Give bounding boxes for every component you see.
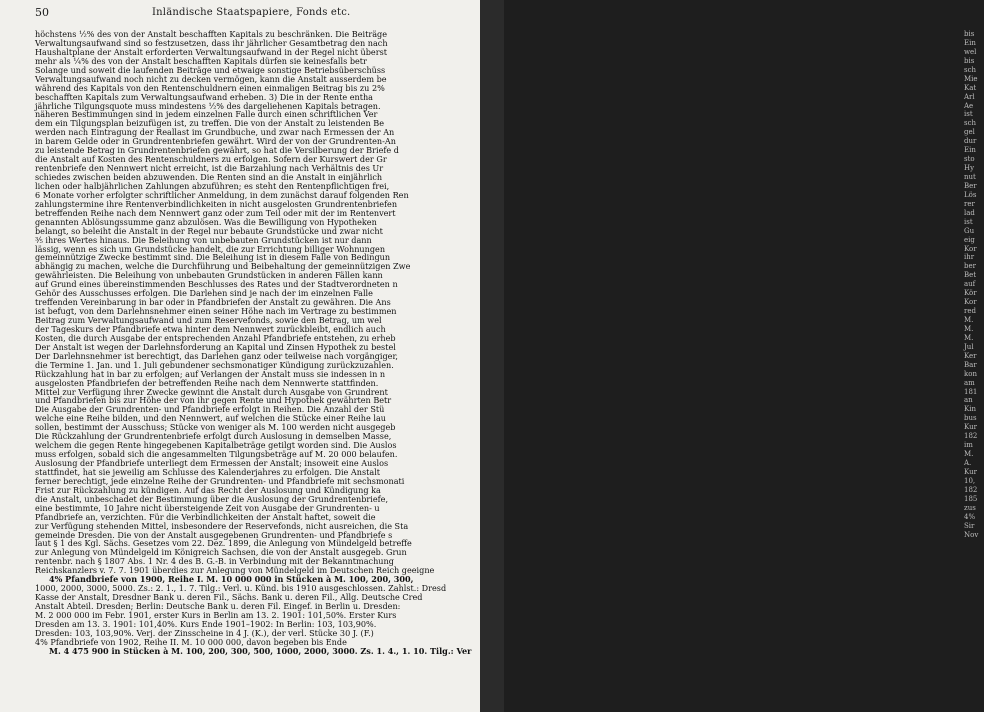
edge-fragment: Bar <box>964 360 977 369</box>
edge-fragment: Mie <box>964 74 978 83</box>
edge-fragment: Sir <box>964 521 975 530</box>
text-line: Die Rückzahlung der Grundrentenbriefe erfolgt durch Auslosung in demselben Masse, <box>35 431 392 442</box>
text-line: Kasse der Anstalt, Dresdner Bank u. deren Fil., Sächs. Bank u. deren Fil., Allg. Deutsche Cred <box>35 592 423 603</box>
edge-fragment: am <box>964 378 975 387</box>
edge-fragment: 181 <box>964 387 978 396</box>
edge-fragment: ihr <box>964 253 975 262</box>
text-line: belangt, so beleiht die Anstalt in der Regel nur bebaute Grundstücke und zwar nicht <box>35 225 383 236</box>
text-line: mehr als ¼% des von der Anstalt beschafften Kapitals dürfen sie keinesfalls betr <box>35 55 367 66</box>
edge-fragment: Ein <box>964 146 976 155</box>
edge-fragment: Ker <box>964 351 977 360</box>
text-line: auf Grund eines übereinstimmenden Beschlusses des Rates und der Stadtverordneten n <box>35 279 398 290</box>
edge-fragment: im <box>964 441 973 450</box>
text-line: Frist zur Rückzahlung zu kündigen. Auf das Recht der Auslosung und Kündigung ka <box>35 484 381 495</box>
text-line: dem ein Tilgungsplan beizufügen ist, zu treffen. Die von der Anstalt zu leistenden Be <box>35 118 384 129</box>
text-line: Solange und soweit die laufenden Beiträge und etwaige sonstige Betriebsüberschüss <box>35 64 386 75</box>
text-line: Die Ausgabe der Grundrenten- und Pfandbriefe erfolgt in Reihen. Die Anzahl der Stü <box>35 404 385 415</box>
edge-fragment: nut <box>964 173 976 181</box>
text-line: gemeinnützige Zwecke bestimmt sind. Die Beleihung ist in diesem Falle von Bedingun <box>35 252 391 263</box>
edge-fragment: rer <box>964 199 975 208</box>
text-line: beschafften Kapitals zum Verwaltungsaufwand erheben. 3) Die in der Rente entha <box>35 91 374 102</box>
edge-fragment: sch <box>964 65 977 74</box>
edge-fragment: ist <box>964 217 973 226</box>
text-line: Gehör des Ausschusses erfolgen. Die Darlehen sind je nach der im einzelnen Falle <box>35 288 373 299</box>
edge-fragment: Jul <box>964 342 974 351</box>
text-line: in barem Gelde oder in Grundrentenbriefen gewährt. Wird der von der Grundrenten-An <box>35 136 396 147</box>
text-line: Reichskanzlers v. 7. 7. 1901 überdies zur Anlegung von Mündelgeld im Deutschen Reich geeigne <box>35 565 435 576</box>
edge-fragment: auf <box>964 280 976 289</box>
text-line: ³⁄₅ ihres Wertes hinaus. Die Beleihung von unbebauten Grundstücken ist nur dann <box>35 234 372 245</box>
body-text <box>35 30 475 656</box>
text-line: abhängig zu machen, welche die Durchführung und Beibehaltung der gemeinnützigen Zwe <box>35 261 411 272</box>
text-line: lässig, wenn es sich um Grundstücke handelt, die zur Errichtung billiger Wohnungen <box>35 243 386 254</box>
edge-fragment: Kör <box>964 289 977 298</box>
text-line: gewährleisten. Die Beleihung von unbebauten Grundstücken in anderen Fällen kann <box>35 270 383 281</box>
page-header <box>0 6 480 22</box>
facing-page-fragments <box>964 30 984 539</box>
text-line: stattfindet, hat sie jeweilig am Schlusse des Kalenderjahres zu erfolgen. Die Anstalt <box>35 466 381 477</box>
edge-fragment: zus <box>964 503 976 512</box>
text-line: rentenbriefe den Nennwert nicht erreicht, ist die Barzahlung nach Verhältnis des Ur <box>35 163 384 174</box>
edge-fragment: Kin <box>964 405 976 414</box>
text-line: welche eine Reihe bilden, und den Nennwert, auf welchen die Stücke einer Reihe lau <box>35 413 386 424</box>
edge-fragment: Lös <box>964 190 977 199</box>
edge-fragment: M. <box>964 333 974 342</box>
text-line: näheren Bestimmungen sind in jedem einzelnen Falle durch einen schriftlichen Ver <box>35 109 378 120</box>
edge-fragment: Kor <box>964 244 977 253</box>
text-line: der Tageskurs der Pfandbriefe etwa hinter dem Nennwert zurückbleibt, endlich auch <box>35 323 386 334</box>
text-line: die Anstalt, unbeschadet der Bestimmung über die Auslosung der Grundrentenbriefe, <box>35 493 389 504</box>
edge-fragment: Arl <box>964 92 975 101</box>
edge-fragment: Ber <box>964 181 977 190</box>
edge-fragment: sto <box>964 155 975 164</box>
text-line: welchem die gegen Rente hingegebenen Kapitalbeträge getilgt worden sind. Die Auslos <box>35 440 397 451</box>
text-line: höchstens ½% des von der Anstalt beschafften Kapitals zu beschränken. Die Beiträge <box>35 29 387 39</box>
edge-fragment: bis <box>964 30 975 38</box>
text-line: Beitrag zum Verwaltungsaufwand und zum Reservefonds, sowie den Betrag, um wel <box>35 315 382 325</box>
edge-fragment: Ein <box>964 38 976 47</box>
facing-page-edge <box>480 0 979 712</box>
edge-fragment: 10, <box>964 476 976 485</box>
text-line: genannten Ablösungssumme ganz abzulösen. Was die Bewilligung von Hypotheken <box>35 216 377 227</box>
text-line: Haushaltplane der Anstalt erforderten Verwaltungsaufwand in der Regel nicht überst <box>35 46 387 57</box>
edge-fragment: sch <box>964 119 977 128</box>
edge-fragment: 185 <box>964 494 978 503</box>
edge-fragment: ber <box>964 262 976 271</box>
text-line: laut § 1 des Kgl. Sächs. Gesetzes vom 22. Dez. 1899, die Anlegung von Mündelgeld betreffe <box>35 538 412 549</box>
text-line: Rückzahlung hat in bar zu erfolgen; auf Verlangen der Anstalt muss sie indessen in n <box>35 368 386 379</box>
text-line: ausgelosten Pfandbriefen der betreffenden Reihe nach dem Nennwerte stattfinden. <box>35 377 379 388</box>
edge-fragment: bis <box>964 56 975 65</box>
edge-fragment: ist <box>964 110 973 119</box>
edge-fragment: Gu <box>964 226 975 235</box>
text-line: 6 Monate vorher erfolgter schriftlicher Anmeldung, in dem zunächst darauf folgenden Ren <box>35 189 409 200</box>
text-line: Der Anstalt ist wegen der Darlehnsforderung an Kapital und Zinsen Hypothek zu bestel <box>35 341 396 352</box>
text-line: während des Kapitals von den Rentenschuldnern einen einmaligen Beitrag bis zu 2% <box>35 82 385 93</box>
text-line: lichen oder halbjährlichen Zahlungen abzuführen; es steht den Rentenpflichtigen frei, <box>35 180 390 191</box>
text-line: Mittel zur Verfügung ihrer Zwecke gewinnt die Anstalt durch Ausgabe von Grundrent <box>35 386 388 397</box>
text-line: die Termine 1. Jan. und 1. Juli gebundener sechsmonatiger Kündigung zurückzuzahlen. <box>35 359 394 370</box>
running-title: Inländische Staatspapiere, Fonds etc. <box>152 7 351 18</box>
edge-fragment: Nov <box>964 530 979 539</box>
text-line: ferner berechtigt, jede einzelne Reihe der Grundrenten- und Pfandbriefe mit sechsmonati <box>35 475 405 486</box>
edge-fragment: 4% <box>964 512 976 521</box>
edge-fragment: dur <box>964 137 977 146</box>
edge-fragment: red <box>964 307 976 316</box>
edge-fragment: A. <box>964 459 972 467</box>
text-line: zur Verfügung stehenden Mittel, insbesondere der Reservefonds, nicht ausreichen, die Sta <box>35 520 409 531</box>
text-line: ist befugt, von dem Darlehnsnehmer einen seiner Höhe nach im Vertrage zu bestimmen <box>35 306 397 317</box>
text-line: zahlungstermine ihre Rentenverbindlichkeiten in nicht ausgelosten Grundrentenbriefen <box>35 198 398 209</box>
edge-fragment: bus <box>964 414 977 423</box>
text-line: M. 4 475 900 in Stücken à M. 100, 200, 300, 500, 1000, 2000, 3000. Zs. 1. 4., 1. 10. Tilg.: Ver <box>49 645 472 656</box>
text-line: rentenbr. nach § 1807 Abs. 1 Nr. 4 des B. G.-B. in Verbindung mit der Bekanntmachung <box>35 556 394 567</box>
text-line: betreffenden Reihe nach dem Nennwert ganz oder zum Teil oder mit der im Rentenvert <box>35 207 396 218</box>
edge-fragment: Bet <box>964 271 977 280</box>
edge-fragment: M. <box>964 450 974 459</box>
text-line: Anstalt Abteil. Dresden; Berlin: Deutsche Bank u. deren Fil. Eingef. in Berlin u. Dresden: <box>35 601 401 611</box>
text-line: M. 2 000 000 im Febr. 1901, erster Kurs in Berlin am 13. 2. 1901: 101,50%. Erster Kurs <box>35 609 397 620</box>
edge-fragment: Kur <box>964 423 977 432</box>
text-line: Verwaltungsaufwand sind so festzusetzen, dass ihr jährlicher Gesamtbetrag den nach <box>35 37 388 48</box>
text-line: 4% Pfandbriefe von 1900, Reihe I. M. 10 000 000 in Stücken à M. 100, 200, 300, <box>49 574 414 585</box>
edge-fragment: eig <box>964 235 975 244</box>
text-line: Dresden am 13. 3. 1901: 101,40%. Kurs Ende 1901–1902: In Berlin: 103, 103,90%. <box>35 618 377 629</box>
text-line: Der Darlehnsnehmer ist berechtigt, das Darlehen ganz oder teilweise nach vorgängiger, <box>35 350 398 361</box>
document-page <box>0 0 480 712</box>
text-line: die Anstalt auf Kosten des Rentenschuldners zu erfolgen. Sofern der Kurswert der Gr <box>35 154 387 165</box>
text-line: muss erfolgen, sobald sich die angesammelten Tilgungsbeträge auf M. 20 000 belaufen. <box>35 449 398 460</box>
edge-fragment: lad <box>964 208 975 217</box>
text-line: zu leistende Betrag in Grundrentenbriefen gewährt, so hat die Versilberung der Briefe d <box>35 145 399 156</box>
edge-fragment: M. <box>964 324 974 333</box>
edge-fragment: wel <box>964 47 977 56</box>
text-line: werden nach Eintragung der Reallast im Grundbuche, und zwar nach Ermessen der An <box>35 127 395 138</box>
edge-fragment: M. <box>964 316 974 324</box>
edge-fragment: an <box>964 396 973 405</box>
page-number: 50 <box>35 6 49 19</box>
edge-fragment: 182 <box>964 485 978 494</box>
edge-fragment: Kor <box>964 298 977 307</box>
text-line: Kosten, die durch Ausgabe der entsprechenden Anzahl Pfandbriefe entstehen, zu erheb <box>35 332 396 343</box>
text-line: schiedes zwischen beiden abzuwenden. Die Renten sind an die Anstalt in einjährlich <box>35 172 383 182</box>
edge-fragment: Hy <box>964 164 975 173</box>
text-line: sollen, bestimmt der Ausschuss; Stücke von weniger als M. 100 werden nicht ausgegeb <box>35 422 396 433</box>
text-line: zur Anlegung von Mündelgeld im Königreich Sachsen, die von der Anstalt ausgegeb. Grun <box>35 547 407 558</box>
text-line: treffenden Vereinbarung in bar oder in Pfandbriefen der Anstalt zu gewähren. Die Ans <box>35 297 391 308</box>
edge-fragment: gel <box>964 128 975 137</box>
text-line: Verwaltungsaufwand noch nicht zu decken vermögen, kann die Anstalt ausserdem be <box>35 73 387 84</box>
text-line: Pfandbriefe an, verzichten. Für die Verbindlichkeiten der Anstalt haftet, soweit die <box>35 511 376 522</box>
edge-fragment: Ae <box>964 101 974 110</box>
text-line: eine bestimmte, 10 Jahre nicht übersteigende Zeit von Ausgabe der Grundrenten- u <box>35 502 380 513</box>
text-line: gemeinde Dresden. Die von der Anstalt ausgegebenen Grundrenten- und Pfandbriefe s <box>35 529 393 540</box>
text-line: Auslosung der Pfandbriefe unterliegt dem Ermessen der Anstalt; insoweit eine Auslos <box>35 458 389 468</box>
text-line: 4% Pfandbriefe von 1902, Reihe II. M. 10 000 000, davon begeben bis Ende <box>35 636 347 647</box>
edge-fragment: Kur <box>964 467 977 476</box>
text-line: 1000, 2000, 3000, 5000. Zs.: 2. 1., 1. 7. Tilg.: Verl. u. Künd. bis 1910 ausgeschlossen. Zahlst.: Dresd <box>35 583 447 594</box>
text-line: Dresden: 103, 103,90%. Verj. der Zinsscheine in 4 J. (K.), der verl. Stücke 30 J. (F.) <box>35 627 374 638</box>
text-line: und Pfandbriefen bis zur Höhe der von ihr gegen Rente und Hypothek gewährten Betr <box>35 395 392 406</box>
edge-fragment: 182 <box>964 432 978 441</box>
edge-fragment: kon <box>964 369 977 378</box>
text-line: jährliche Tilgungsquote muss mindestens ½% des dargeliehenen Kapitals betragen. <box>35 100 381 111</box>
edge-fragment: Kat <box>964 83 977 92</box>
